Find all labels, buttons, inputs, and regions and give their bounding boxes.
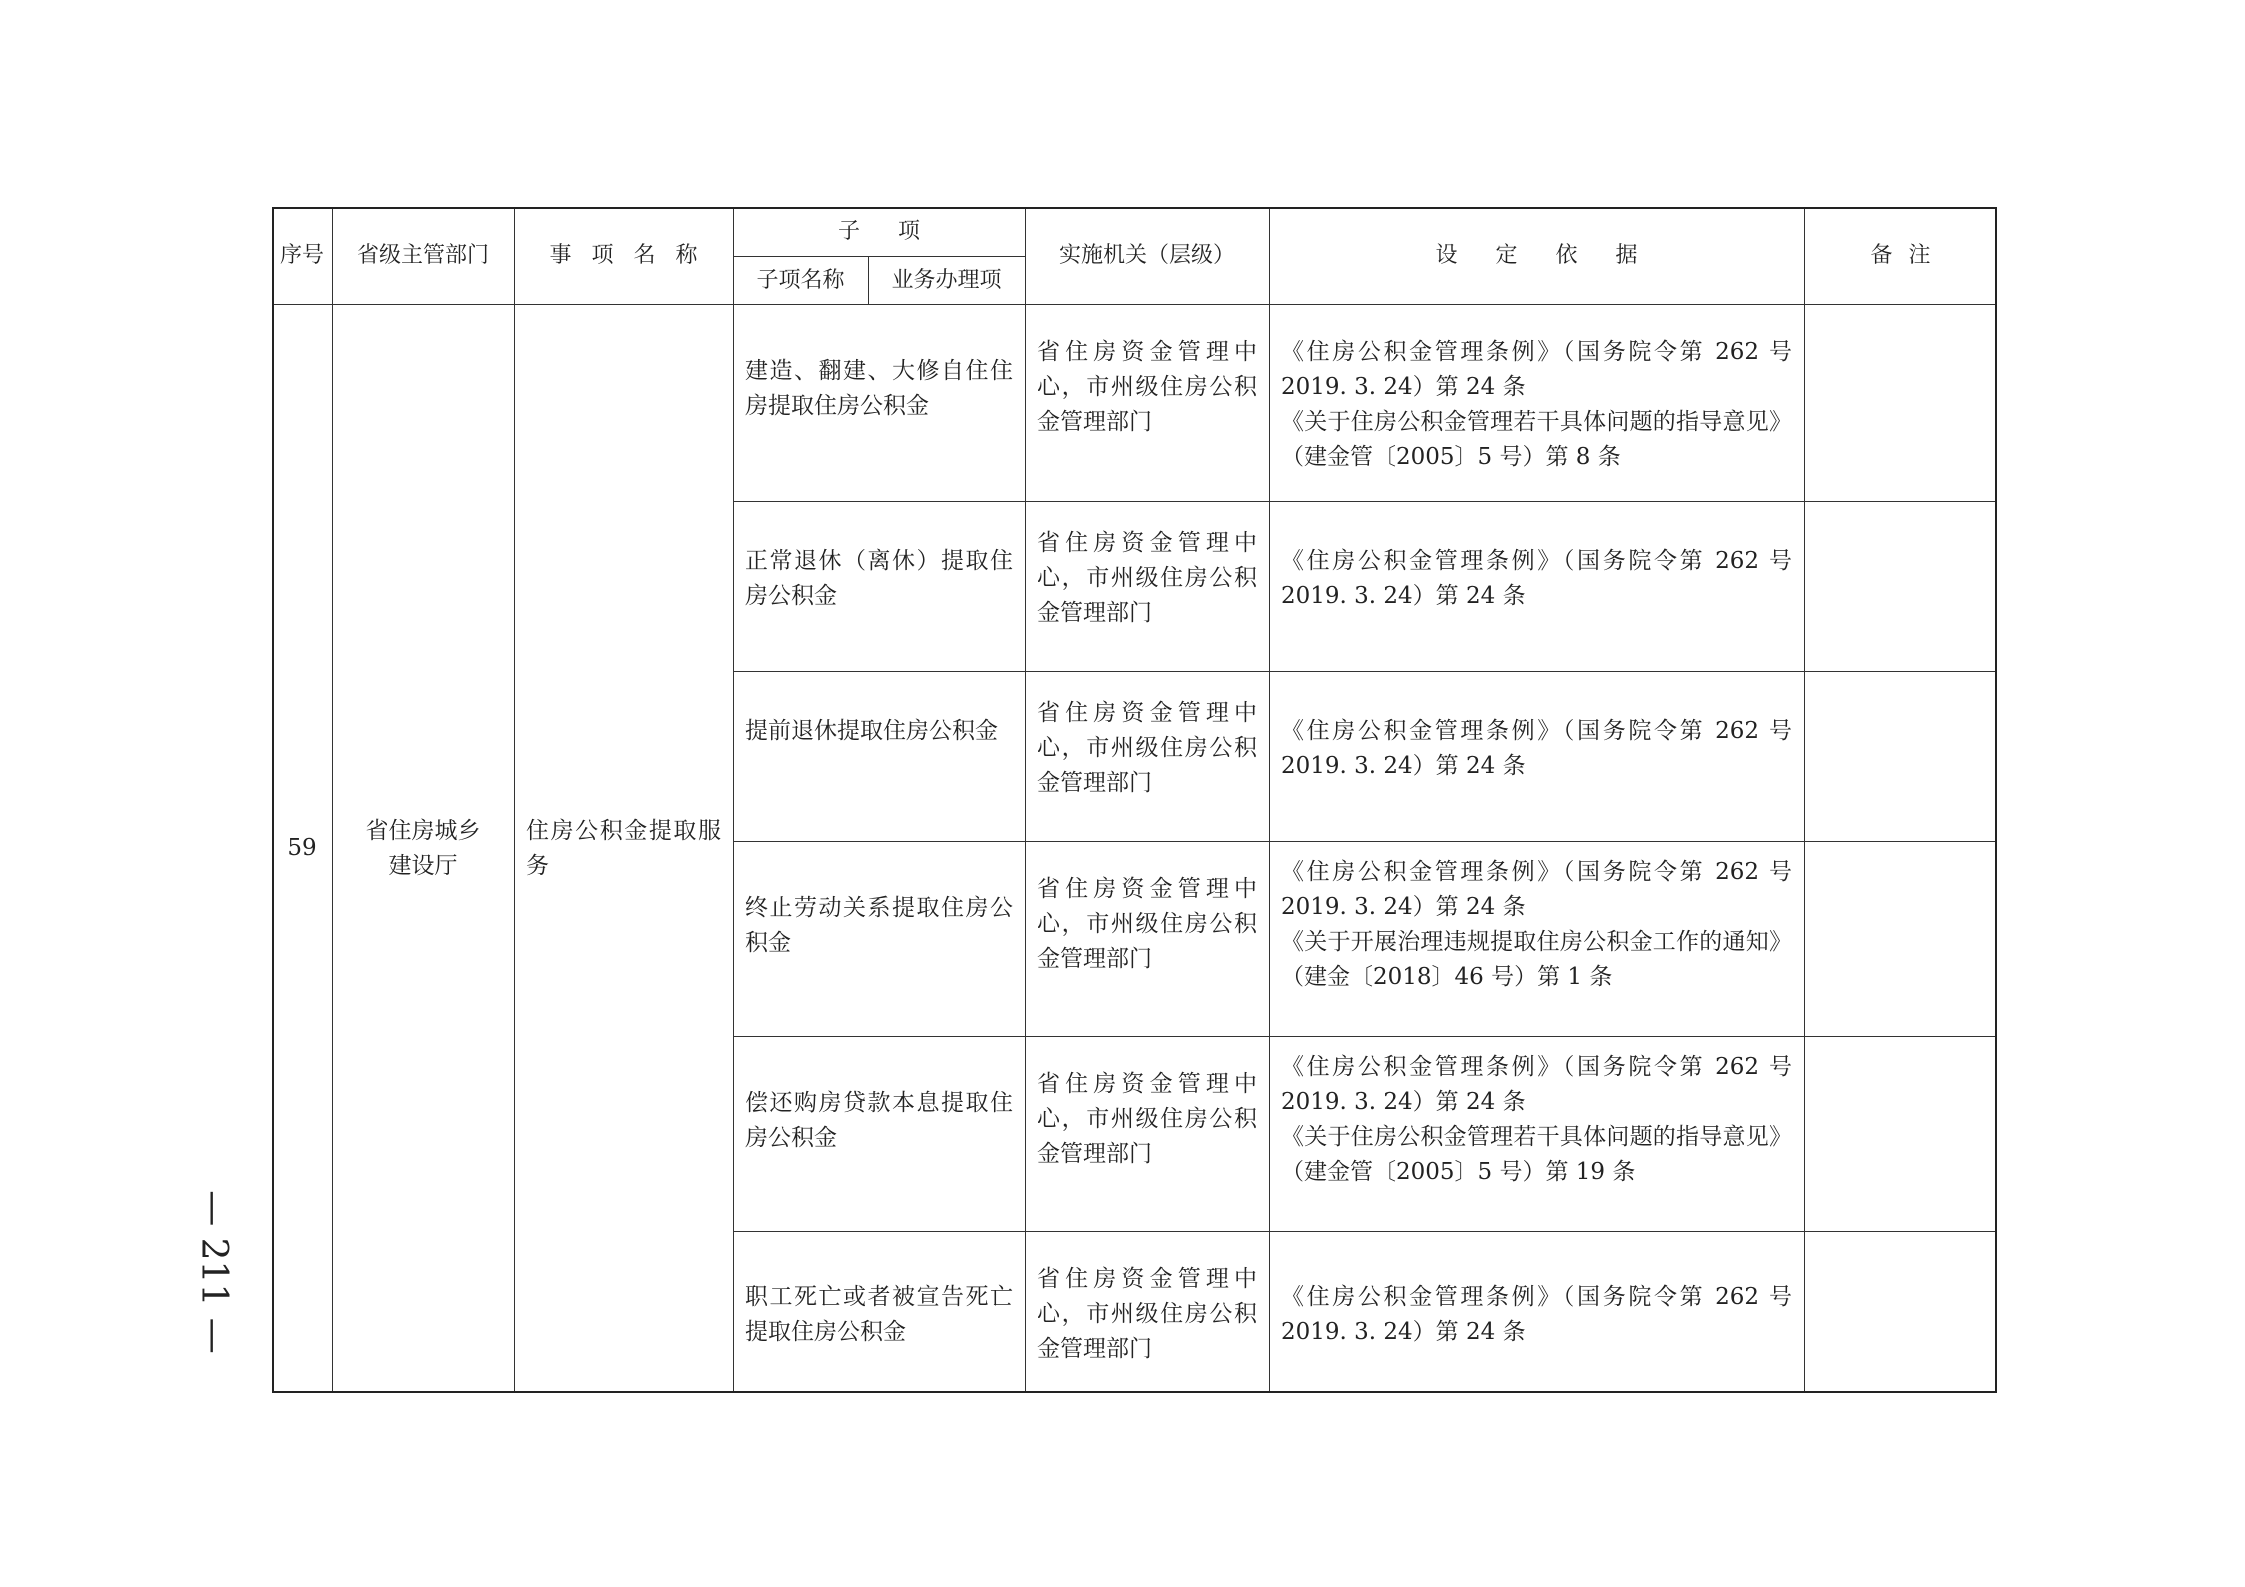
agency: 省住房资金管理中心，市州级住房公积金管理部门 [1037, 339, 1257, 435]
item-name: 住房公积金提取服务 [526, 817, 721, 879]
matters-table [272, 207, 1997, 1393]
sub-item-name: 建造、翻建、大修自住住房提取住房公积金 [745, 358, 1013, 419]
basis: 《住房公积金管理条例》（国务院令第 262 号 2019. 3. 24）第 24 条 [1281, 1284, 1792, 1345]
header-dept: 省级主管部门 [356, 243, 489, 268]
header-seq: 序号 [279, 243, 324, 268]
dept-name: 省住房城乡建设厅 [365, 817, 481, 879]
header-business: 业务办理项 [891, 267, 1002, 293]
basis: 《住房公积金管理条例》（国务院令第 262 号 2019. 3. 24）第 24 条 [1281, 718, 1792, 779]
sub-item-name: 提前退休提取住房公积金 [745, 718, 998, 744]
agency: 省住房资金管理中心，市州级住房公积金管理部门 [1037, 1071, 1257, 1167]
header-sub-item: 子项 [837, 219, 958, 244]
header-remark: 备注 [1870, 243, 1947, 268]
seq-number: 59 [287, 835, 317, 861]
page-number: — 211 — [193, 1190, 235, 1354]
sub-item-name: 偿还购房贷款本息提取住房公积金 [745, 1090, 1013, 1151]
basis: 《住房公积金管理条例》（国务院令第 262 号 2019. 3. 24）第 24 条 《关于住房公积金管理若干具体问题的指导意见》（建金管〔2005〕5 号）第 8 条 [1281, 339, 1792, 470]
header-item-name: 事项名称 [549, 243, 718, 268]
agency: 省住房资金管理中心，市州级住房公积金管理部门 [1037, 1266, 1257, 1362]
header-agency: 实施机关（层级） [1058, 243, 1235, 268]
agency: 省住房资金管理中心，市州级住房公积金管理部门 [1037, 530, 1257, 626]
basis: 《住房公积金管理条例》（国务院令第 262 号 2019. 3. 24）第 24 条 《关于开展治理违规提取住房公积金工作的通知》（建金〔2018〕46 号）第 1 条 [1281, 859, 1792, 990]
header-basis: 设定依据 [1435, 243, 1676, 268]
sub-item-name: 终止劳动关系提取住房公积金 [745, 895, 1013, 956]
sub-item-name: 正常退休（离休）提取住房公积金 [745, 548, 1013, 609]
agency: 省住房资金管理中心，市州级住房公积金管理部门 [1037, 876, 1257, 972]
sub-item-name: 职工死亡或者被宣告死亡提取住房公积金 [745, 1284, 1013, 1345]
basis: 《住房公积金管理条例》（国务院令第 262 号 2019. 3. 24）第 24 条 《关于住房公积金管理若干具体问题的指导意见》（建金管〔2005〕5 号）第 19 条 [1281, 1054, 1792, 1185]
header-sub-name: 子项名称 [756, 267, 845, 293]
basis: 《住房公积金管理条例》（国务院令第 262 号 2019. 3. 24）第 24 条 [1281, 548, 1792, 609]
agency: 省住房资金管理中心，市州级住房公积金管理部门 [1037, 700, 1257, 796]
